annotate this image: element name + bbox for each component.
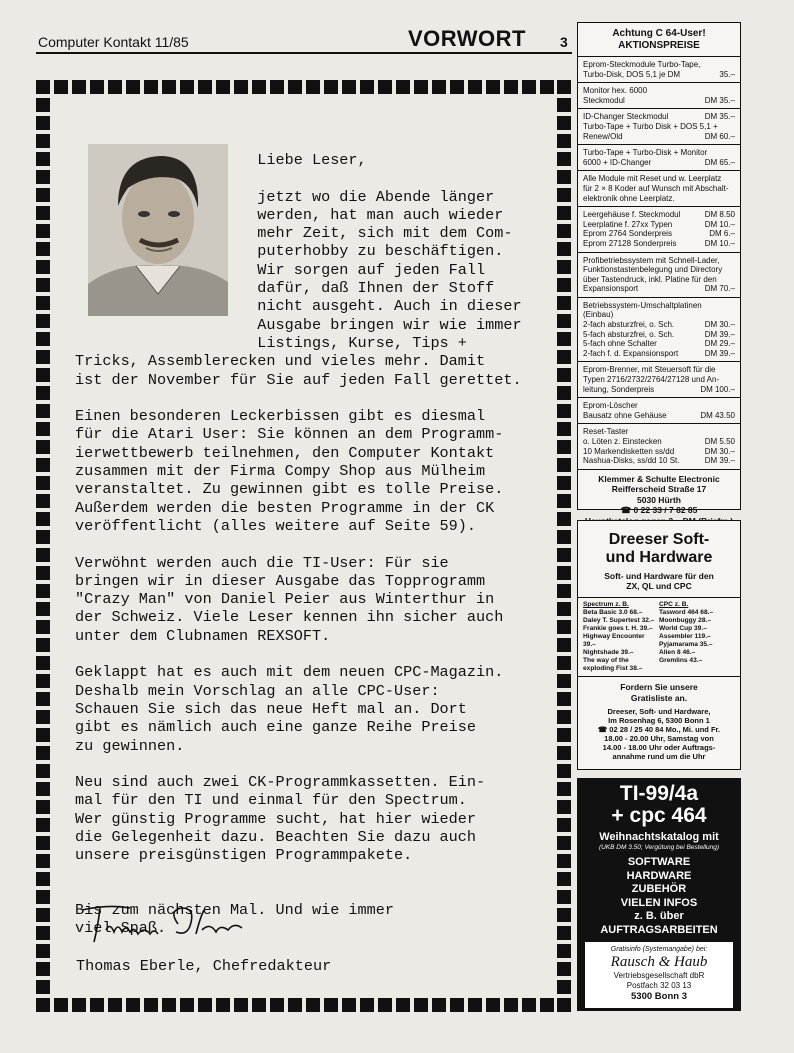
ad1-item: Leerplatine f. 27xx Typen	[583, 219, 673, 229]
ad1-item: elektronik ohne Leerplatz.	[583, 193, 675, 203]
ad1-item: 5-fach ohne Schalter	[583, 339, 657, 349]
letter-line	[75, 389, 522, 407]
ad-rausch-haub	[577, 778, 741, 1011]
ad3-company: Rausch & Haub	[610, 954, 708, 970]
frame-left	[36, 80, 50, 1012]
ad1-title: Achtung C 64-User! AKTIONSPREISE	[612, 28, 706, 51]
ad1-item: 10 Markendisketten ss/dd	[583, 446, 675, 456]
letter-line: Tricks, Assemblerecken und vieles mehr. Damit	[75, 352, 486, 371]
letter-line: Ausgabe bringen wir wie immer	[75, 315, 522, 334]
ad2-product: The way of the	[583, 657, 629, 664]
ad1-item: Alle Module mit Reset und w. Leerplatz	[583, 174, 722, 184]
letter-line: gibt es nämlich auch eine ganze Reihe Preise	[75, 718, 477, 737]
letter-line	[75, 535, 522, 553]
ad1-price: DM 5.50	[704, 437, 735, 446]
letter-line	[75, 169, 522, 187]
ad1-row	[583, 375, 735, 385]
ad2-address-line: 18.00 - 20.00 Uhr, Samstag von	[604, 734, 714, 743]
frame-right	[557, 80, 571, 1012]
letter-line: veröffentlicht (alles weitere auf Seite 59).	[75, 516, 477, 535]
ad2-spectrum-list: Spectrum z. B. Beta Basic 3.0 68.– Daley T. Supertest 32.– Frankie goes t. H. 39.– Highway Encounter 39.– Nightshade 39.– The way of the exploding Fist 38.–	[583, 601, 659, 673]
ad1-item: Profibetriebssystem mit Schnell-Lader,	[583, 255, 720, 265]
ad1-row	[583, 365, 735, 375]
ad1-item: Eprom-Löscher	[583, 401, 638, 411]
ad1-row	[583, 349, 735, 359]
ad-klemmer-schulte	[577, 22, 741, 516]
letter-line: Wir sorgen auf jeden Fall	[75, 260, 486, 279]
letter-line: werden, hat man auch wieder	[75, 205, 504, 224]
ad2-product: Tasword 464 68.–	[659, 609, 714, 616]
ad1-row	[583, 310, 735, 320]
ad1-row	[583, 122, 735, 132]
ad1-item: Monitor hex. 6000	[583, 86, 648, 96]
ad2-address-line: 14.00 - 18.00 Uhr oder Auftrags-	[602, 743, 716, 752]
ad3-feature: AUFTRAGSARBEITEN	[600, 923, 718, 936]
frame-bottom	[36, 998, 571, 1012]
ad1-row	[583, 184, 735, 194]
ad2-product: Daley T. Supertest 32.–	[583, 617, 655, 624]
ad1-price: DM 39.–	[704, 348, 735, 358]
ad1-row	[583, 456, 735, 466]
letter-line: unter dem Clubnamen REXSOFT.	[75, 626, 331, 645]
ad2-product: Gremlins 43.–	[659, 657, 703, 664]
ad1-section	[578, 170, 740, 206]
ad1-item: leitung, Sonderpreis	[583, 384, 655, 394]
ad1-section	[578, 108, 740, 144]
ad1-item: für 2 × 8 Koder auf Wunsch mit Abschalt-	[583, 183, 729, 193]
letter-line	[75, 883, 522, 901]
ad1-row	[583, 401, 735, 411]
ad2-subtitle: Soft- und Hardware für den ZX, QL und CPC	[604, 571, 714, 591]
ad1-row	[583, 284, 735, 294]
letter-line: Listings, Kurse, Tips +	[75, 333, 467, 352]
ad1-price: DM 8.50	[704, 210, 735, 220]
ad1-row	[583, 158, 735, 168]
ad1-item: Turbo-Tape + Turbo Disk + DOS 5,1 +	[583, 121, 718, 131]
letter-line: Außerdem werden die besten Programme in der CK	[75, 498, 495, 517]
letter-line: Verwöhnt werden auch die TI-User: Für sie	[75, 553, 449, 572]
frame-top	[36, 80, 571, 94]
ad1-row	[583, 210, 735, 220]
ad2-product: Nightshade 39.–	[583, 649, 634, 656]
ad1-price: DM 30.–	[704, 446, 735, 456]
ad1-item: Reset-Taster	[583, 427, 629, 437]
ad1-item: Expansionsport	[583, 284, 639, 294]
ad1-item: Turbo-Tape + Turbo-Disk + Monitor	[583, 148, 708, 158]
ad1-row	[583, 256, 735, 266]
ad2-product: Assembler 119.–	[659, 633, 711, 640]
ad1-footer-line: Klemmer & Schulte Electronic	[598, 473, 720, 484]
author-line: Thomas Eberle, Chefredakteur	[76, 957, 332, 975]
ad1-row	[583, 301, 735, 311]
ad1-price-list	[578, 56, 740, 469]
letter-line: bringen wir in dieser Ausgabe das Topprogramm	[75, 571, 486, 590]
ad1-row	[583, 229, 735, 239]
ad1-item: Eprom-Steckmodule Turbo-Tape,	[583, 60, 701, 69]
ad1-item: Renew/Old	[583, 131, 623, 141]
ad2-address-line: Im Rosenhag 6, 5300 Bonn 1	[608, 716, 710, 725]
ad1-item: (Einbau)	[583, 310, 614, 320]
letter-line	[75, 865, 522, 883]
ad1-row	[583, 411, 735, 421]
ad2-address-line: ☎ 02 28 / 25 40 84 Mo., Mi. und Fr.	[597, 725, 721, 734]
ad1-footer-line: 5030 Hürth	[637, 494, 681, 505]
ad1-item: 2-fach absturzfrei, o. Sch.	[583, 320, 675, 330]
letter-line: die Gelegenheit dazu. Beachten Sie dazu auch	[75, 827, 477, 846]
ad1-row	[583, 194, 735, 204]
ad2-address	[582, 707, 736, 761]
ad1-section	[578, 206, 740, 251]
ad1-row	[583, 86, 735, 96]
ad1-section	[578, 361, 740, 397]
ad2-cpc-list: CPC z. B. Tasword 464 68.– Moonbuggy 28.– World Cup 39.– Assembler 119.– Pyjamarama 35.– Alien 8 46.– Gremlins 43.–	[659, 601, 735, 673]
ad2-product-columns	[578, 597, 740, 677]
ad1-price: DM 35.–	[704, 112, 735, 122]
ad2-address-line: annahme rund um die Uhr	[612, 752, 706, 761]
ad1-row	[583, 132, 735, 142]
letter-line: veranstaltet. Zu gewinnen gibt es tolle Preise.	[75, 480, 504, 499]
ad2-product: Beta Basic 3.0 68.–	[583, 609, 643, 616]
letter-line: nicht ausgeht. Auch in dieser	[75, 297, 522, 316]
ad1-row	[583, 385, 735, 395]
ad1-section	[578, 144, 740, 170]
letter-line	[75, 645, 522, 663]
letter-line: ist der November für Sie auf jeden Fall gerettet.	[75, 370, 522, 389]
ad1-row	[583, 112, 735, 122]
ad1-item: 2-fach f. d. Expansionsport	[583, 348, 679, 358]
letter-line: Deshalb mein Vorschlag an alle CPC-User:	[75, 681, 440, 700]
ad1-item: ID-Changer Steckmodul	[583, 112, 669, 122]
ad1-price: DM 39.–	[704, 329, 735, 339]
ad1-row	[583, 265, 735, 275]
ad1-row	[583, 220, 735, 230]
ad1-price: DM 29.–	[704, 339, 735, 349]
ad1-section	[578, 423, 740, 468]
ad1-row	[583, 320, 735, 330]
ad3-feature: ZUBEHÖR	[631, 883, 687, 895]
ad1-row	[583, 174, 735, 184]
ad1-footer-line: ☎ 0 22 33 / 7 82 85	[620, 505, 698, 516]
letter-line: unsere preisgünstigen Programmpakete.	[75, 846, 413, 865]
ad-dreeser	[577, 520, 741, 770]
ad1-item: o. Löten z. Einstecken	[583, 437, 662, 446]
letter-line: zusammen mit der Firma Compy Shop aus Mülheim	[75, 462, 486, 481]
ad1-price: DM 39.–	[704, 456, 735, 466]
editorial-letter	[75, 151, 522, 938]
ad1-row	[583, 96, 735, 106]
ad1-row	[583, 239, 735, 249]
ad1-row	[583, 330, 735, 340]
ad2-product: Alien 8 46.–	[659, 649, 696, 656]
letter-line	[75, 755, 522, 773]
ad1-row	[583, 339, 735, 349]
ad2-product: Pyjamarama 35.–	[659, 641, 713, 648]
ad1-price: DM 10.–	[704, 219, 735, 229]
ad2-offer: Fordern Sie unsere Gratisliste an.	[620, 682, 698, 703]
ad1-price: DM 43.50	[700, 410, 735, 420]
ad1-item: Turbo-Disk, DOS 5,1 je DM	[583, 69, 681, 79]
ad1-item: Funktionstastenbelegung und Directory	[583, 265, 723, 275]
letter-line: "Crazy Man" von Daniel Peier aus Winterthur in	[75, 590, 495, 609]
ad1-item: Steckmodul	[583, 95, 625, 105]
ad1-row	[583, 275, 735, 285]
ad1-section	[578, 397, 740, 423]
ad3-small-print: (UKB DM 3.50; Vergütung bei Bestellung)	[598, 844, 720, 851]
letter-line: Bis zum nächsten Mal. Und wie immer	[75, 901, 394, 920]
letter-line: Einen besonderen Leckerbissen gibt es diesmal	[75, 407, 486, 426]
ad1-price: DM 70.–	[704, 284, 735, 294]
ad1-price: DM 30.–	[704, 320, 735, 330]
letter-line: Neu sind auch zwei CK-Programmkassetten. Ein-	[75, 773, 486, 792]
letter-line: Liebe Leser,	[75, 151, 367, 169]
magazine-issue: Computer Kontakt 11/85	[38, 34, 189, 50]
ad2-product: World Cup 39.–	[659, 625, 707, 632]
ad1-row	[583, 148, 735, 158]
ad1-row	[583, 437, 735, 447]
ad2-product: Frankie goes t. H. 39.–	[583, 625, 653, 632]
ad1-footer-line: Reifferscheid Straße 17	[611, 484, 707, 495]
letter-line: mal für den TI und einmal für den Spectrum.	[75, 791, 467, 810]
ad1-price: 35.–	[719, 69, 735, 79]
ad1-item: Nashua-Disks, ss/dd 10 St.	[583, 456, 680, 466]
letter-line: puterhobby zu beschäftigen.	[75, 242, 504, 261]
ad1-price: DM 100.–	[700, 384, 735, 394]
ad1-item: Bausatz ohne Gehäuse	[583, 410, 667, 420]
ad3-feature: SOFTWARE	[627, 856, 691, 868]
letter-line: zu gewinnen.	[75, 736, 185, 755]
letter-line: jetzt wo die Abende länger	[75, 187, 495, 206]
ad1-price: DM 10.–	[704, 238, 735, 248]
ad1-item: über Tastendruck, inkl. Platine für den	[583, 274, 717, 284]
ad1-item: Eprom 27128 Sonderpreis	[583, 238, 677, 248]
handwritten-signature	[78, 900, 258, 948]
ad1-price: DM 65.–	[704, 157, 735, 167]
ad3-feature: HARDWARE	[626, 869, 692, 882]
ad1-item: Eprom-Brenner, mit Steuersoft für die	[583, 365, 716, 375]
letter-line: Wer günstig Programme sucht, hat hier wieder	[75, 809, 477, 828]
page-number: 3	[560, 34, 568, 50]
ad1-price: DM 60.–	[704, 131, 735, 141]
letter-line: dafür, daß Ihnen der Stoff	[75, 279, 495, 298]
ad2-address-line: Dreeser, Soft- und Hardware,	[607, 707, 711, 716]
ad2-product: exploding Fist 38.–	[583, 665, 643, 672]
letter-line: für die Atari User: Sie können an dem Programm-	[75, 425, 504, 444]
ad3-feature: z. B. über	[634, 910, 684, 922]
ad1-row	[583, 70, 735, 80]
header-rule	[36, 52, 572, 54]
letter-line: ierwettbewerb teilnehmen, den Computer Kontakt	[75, 443, 495, 462]
letter-line: Schauen Sie sich das neue Heft mal an. Dort	[75, 699, 467, 718]
ad2-title: Dreeser Soft- und Hardware	[605, 531, 713, 566]
ad3-contact-box: Gratisinfo (Systemangabe) bei: Rausch & Haub Vertriebsgesellschaft dbR Postfach 32 03 13 5300 Bonn 3	[585, 942, 733, 1008]
ad1-row	[583, 427, 735, 437]
ad1-item: Typen 2716/2732/2764/27128 und An-	[583, 375, 720, 385]
ad3-feature-list	[578, 856, 740, 937]
ad1-section	[578, 252, 740, 297]
ad1-item: Betriebssystem-Umschaltplatinen	[583, 300, 702, 310]
ad1-row	[583, 447, 735, 457]
ad1-section	[578, 56, 740, 82]
ad3-subtitle: Weihnachtskatalog mit	[599, 831, 719, 843]
ad1-item: 5-fach absturzfrei, o. Sch.	[583, 329, 675, 339]
letter-line: mehr Zeit, sich mit dem Com-	[75, 224, 513, 243]
letter-line: Geklappt hat es auch mit dem neuen CPC-Magazin.	[75, 663, 504, 682]
ad3-feature: VIELEN INFOS	[620, 896, 698, 909]
ad3-title: TI-99/4a + cpc 464	[611, 782, 707, 827]
ad2-product: Moonbuggy 28.–	[659, 617, 712, 624]
ad1-price: DM 35.–	[704, 95, 735, 105]
ad1-section	[578, 82, 740, 108]
ad1-item: 6000 + ID-Changer	[583, 157, 652, 167]
ad1-price: DM 6.–	[709, 229, 735, 239]
ad1-section	[578, 297, 740, 362]
ad1-item: Eprom 2764 Sonderpreis	[583, 229, 672, 239]
ad1-item: Leergehäuse f. Steckmodul	[583, 210, 681, 220]
letter-line: der Schweiz. Viele Leser kennen ihn sicher auch	[75, 608, 504, 627]
letter-line: viel Spaß.	[75, 919, 167, 938]
section-title: VORWORT	[408, 26, 526, 51]
ad2-product: Highway Encounter 39.–	[583, 633, 645, 648]
ad1-row	[583, 60, 735, 70]
